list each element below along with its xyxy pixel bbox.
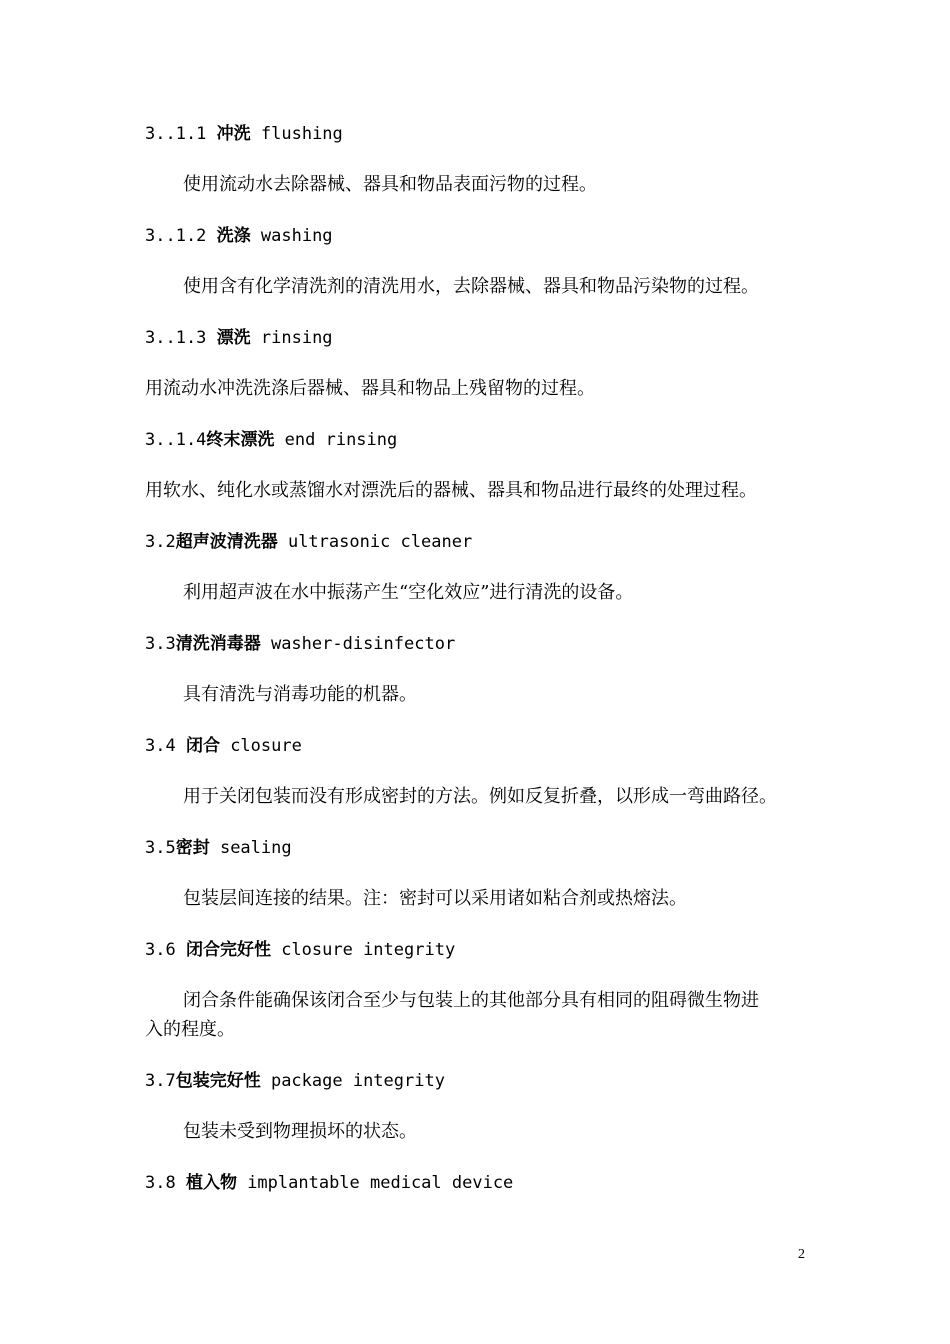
- term-heading-3-1-3: 3..1.3 漂洗 rinsing: [145, 328, 333, 348]
- term-definition-3-6: 闭合条件能确保该闭合至少与包装上的其他部分具有相同的阻碍微生物进: [183, 990, 759, 1011]
- term-heading-3-3: 3.3清洗消毒器 washer-disinfector: [145, 634, 456, 654]
- term-heading-3-1-4: 3..1.4终末漂洗 end rinsing: [145, 430, 398, 450]
- term-heading-3-1-1: 3..1.1 冲洗 flushing: [145, 124, 343, 144]
- term-heading-3-7: 3.7包装完好性 package integrity: [145, 1071, 445, 1091]
- term-definition-3-1-2: 使用含有化学清洗剂的清洗用水，去除器械、器具和物品污染物的过程。: [183, 276, 759, 297]
- term-heading-3-4: 3.4 闭合 closure: [145, 736, 302, 756]
- term-heading-3-2: 3.2超声波清洗器 ultrasonic cleaner: [145, 532, 473, 552]
- term-definition-3-1-3: 用流动水冲洗洗涤后器械、器具和物品上残留物的过程。: [145, 378, 595, 399]
- term-definition-3-3: 具有清洗与消毒功能的机器。: [183, 684, 417, 705]
- term-definition-3-7: 包装未受到物理损坏的状态。: [183, 1121, 417, 1142]
- term-definition-3-4: 用于关闭包装而没有形成密封的方法。例如反复折叠，以形成一弯曲路径。: [183, 786, 777, 807]
- term-definition-3-2: 利用超声波在水中振荡产生“空化效应”进行清洗的设备。: [183, 582, 634, 603]
- term-definition-3-1-1: 使用流动水去除器械、器具和物品表面污物的过程。: [183, 174, 597, 195]
- page-number: 2: [798, 1247, 805, 1262]
- term-definition-3-5: 包装层间连接的结果。注：密封可以采用诸如粘合剂或热熔法。: [183, 888, 687, 909]
- term-heading-3-8: 3.8 植入物 implantable medical device: [145, 1173, 514, 1193]
- term-definition-3-1-4: 用软水、纯化水或蒸馏水对漂洗后的器械、器具和物品进行最终的处理过程。: [145, 480, 757, 501]
- term-definition-3-6-continued: 入的程度。: [145, 1019, 235, 1040]
- term-heading-3-5: 3.5密封 sealing: [145, 838, 292, 858]
- term-heading-3-1-2: 3..1.2 洗涤 washing: [145, 226, 333, 246]
- term-heading-3-6: 3.6 闭合完好性 closure integrity: [145, 940, 456, 960]
